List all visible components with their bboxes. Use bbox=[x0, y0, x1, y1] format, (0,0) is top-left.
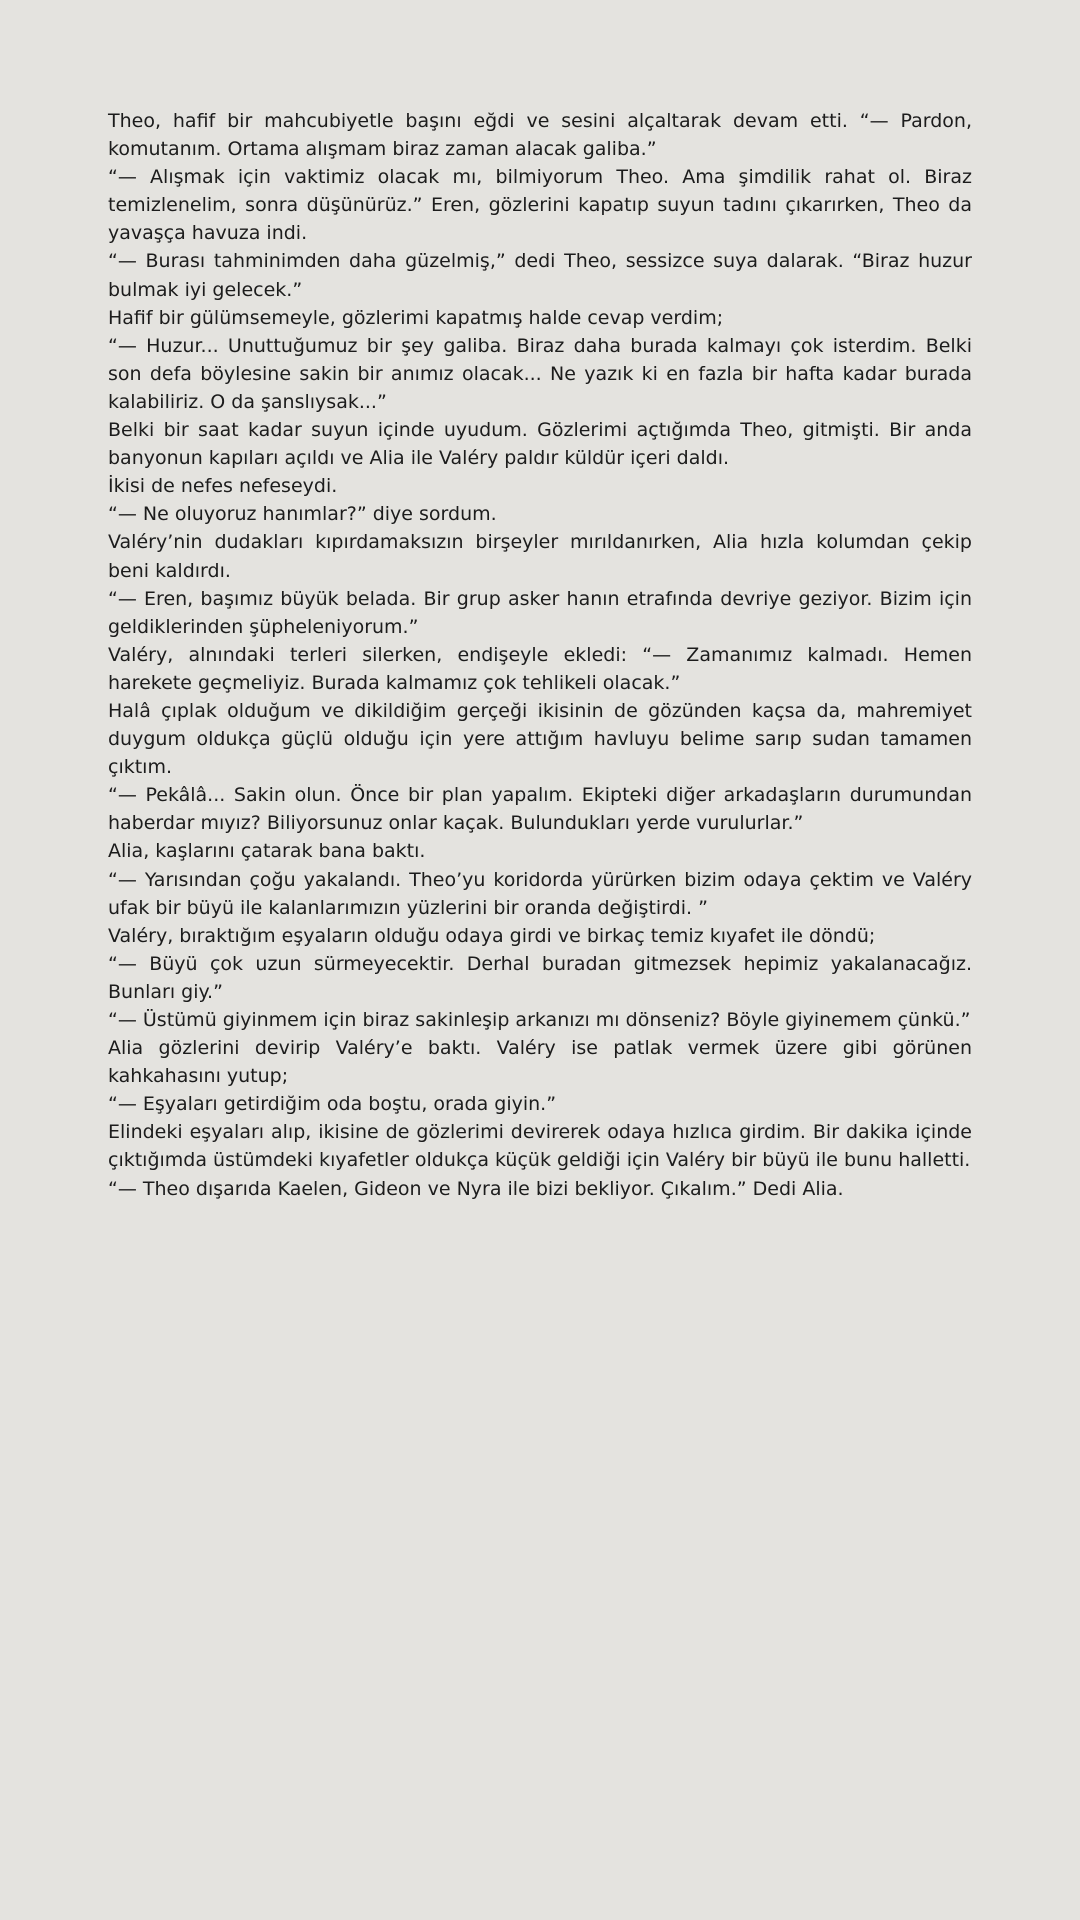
paragraph: “— Ne oluyoruz hanımlar?” diye sordum. bbox=[108, 503, 497, 526]
paragraph: Valéry’nin dudakları kıpırdamaksızın birşeyler mırıldanırken, Alia hızla kolumdan çekip beni kaldırdı. bbox=[108, 531, 972, 582]
paragraph: İkisi de nefes nefeseydi. bbox=[108, 475, 338, 498]
paragraph: Belki bir saat kadar suyun içinde uyudum. Gözlerimi açtığımda Theo, gitmişti. Bir anda banyonun kapıları açıldı ve Alia ile Valéry paldır küldür içeri daldı. bbox=[108, 419, 972, 470]
paragraph: Alia, kaşlarını çatarak bana baktı. bbox=[108, 840, 426, 863]
paragraph: Theo, hafif bir mahcubiyetle başını eğdi ve sesini alçaltarak devam etti. “— Pardon, komutanım. Ortama alışmam biraz zaman alacak galiba.” bbox=[108, 110, 972, 161]
paragraph: “— Üstümü giyinmem için biraz sakinleşip arkanızı mı dönseniz? Böyle giyinemem çünkü.” bbox=[108, 1009, 971, 1031]
paragraph: “— Yarısından çoğu yakalandı. Theo’yu koridorda yürürken bizim odaya çektim ve Valéry ufak bir büyü ile kalanlarımızın yüzlerini bir oranda değiştirdi. ” bbox=[108, 868, 972, 919]
paragraph: Alia gözlerini devirip Valéry’e baktı. Valéry ise patlak vermek üzere gibi görünen kahkahasını yutup; bbox=[108, 1037, 972, 1088]
paragraph: “— Eşyaları getirdiğim oda boştu, orada giyin.” bbox=[108, 1093, 557, 1116]
paragraph: “— Burası tahminimden daha güzelmiş,” dedi Theo, sessizce suya dalarak. “Biraz huzur bulmak iyi gelecek.” bbox=[108, 250, 972, 301]
paragraph: “— Huzur... Unuttuğumuz bir şey galiba. Biraz daha burada kalmayı çok isterdim. Belki son defa böylesine sakin bir anımız olacak... Ne yazık ki en fazla bir hafta kadar burada kalabiliriz. O da şanslıysak...” bbox=[108, 334, 972, 413]
paragraph: Hafif bir gülümsemeyle, gözlerimi kapatmış halde cevap verdim; bbox=[108, 306, 724, 329]
paragraph: “— Theo dışarıda Kaelen, Gideon ve Nyra ile bizi bekliyor. Çıkalım.” Dedi Alia. bbox=[108, 1177, 844, 1200]
paragraph: Elindeki eşyaları alıp, ikisine de gözlerimi devirerek odaya hızlıca girdim. Bir dakika içinde çıktığımda üstümdeki kıyafetler oldukça küçük geldiği için Valéry bir büyü ile bunu halletti. bbox=[108, 1121, 972, 1172]
paragraph: “— Alışmak için vaktimiz olacak mı, bilmiyorum Theo. Ama şimdilik rahat ol. Biraz temizlenelim, sonra düşünürüz.” Eren, gözlerini kapatıp suyun tadını çıkarırken, Theo da yavaşça havuza indi. bbox=[108, 166, 972, 245]
paragraph: Valéry, alnındaki terleri silerken, endişeyle ekledi: “— Zamanımız kalmadı. Hemen harekete geçmeliyiz. Burada kalmamız çok tehlikeli olacak.” bbox=[108, 643, 972, 694]
book-page-text bbox=[108, 107, 972, 1203]
paragraph: “— Büyü çok uzun sürmeyecektir. Derhal buradan gitmezsek hepimiz yakalanacağız. Bunları giy.” bbox=[108, 952, 972, 1003]
paragraph: Halâ çıplak olduğum ve dikildiğim gerçeği ikisinin de gözünden kaçsa da, mahremiyet duygum oldukça güçlü olduğu için yere attığım havluyu belime sarıp sudan tamamen çıktım. bbox=[108, 699, 972, 779]
paragraph: “— Pekâlâ... Sakin olun. Önce bir plan yapalım. Ekipteki diğer arkadaşların durumundan haberdar mıyız? Biliyorsunuz onlar kaçak. Bulundukları yerde vurulurlar.” bbox=[108, 784, 972, 835]
paragraph: Valéry, bıraktığım eşyaların olduğu odaya girdi ve birkaç temiz kıyafet ile döndü; bbox=[108, 924, 876, 947]
paragraph: “— Eren, başımız büyük belada. Bir grup asker hanın etrafında devriye geziyor. Bizim için geldiklerinden şüpheleniyorum.” bbox=[108, 587, 972, 638]
